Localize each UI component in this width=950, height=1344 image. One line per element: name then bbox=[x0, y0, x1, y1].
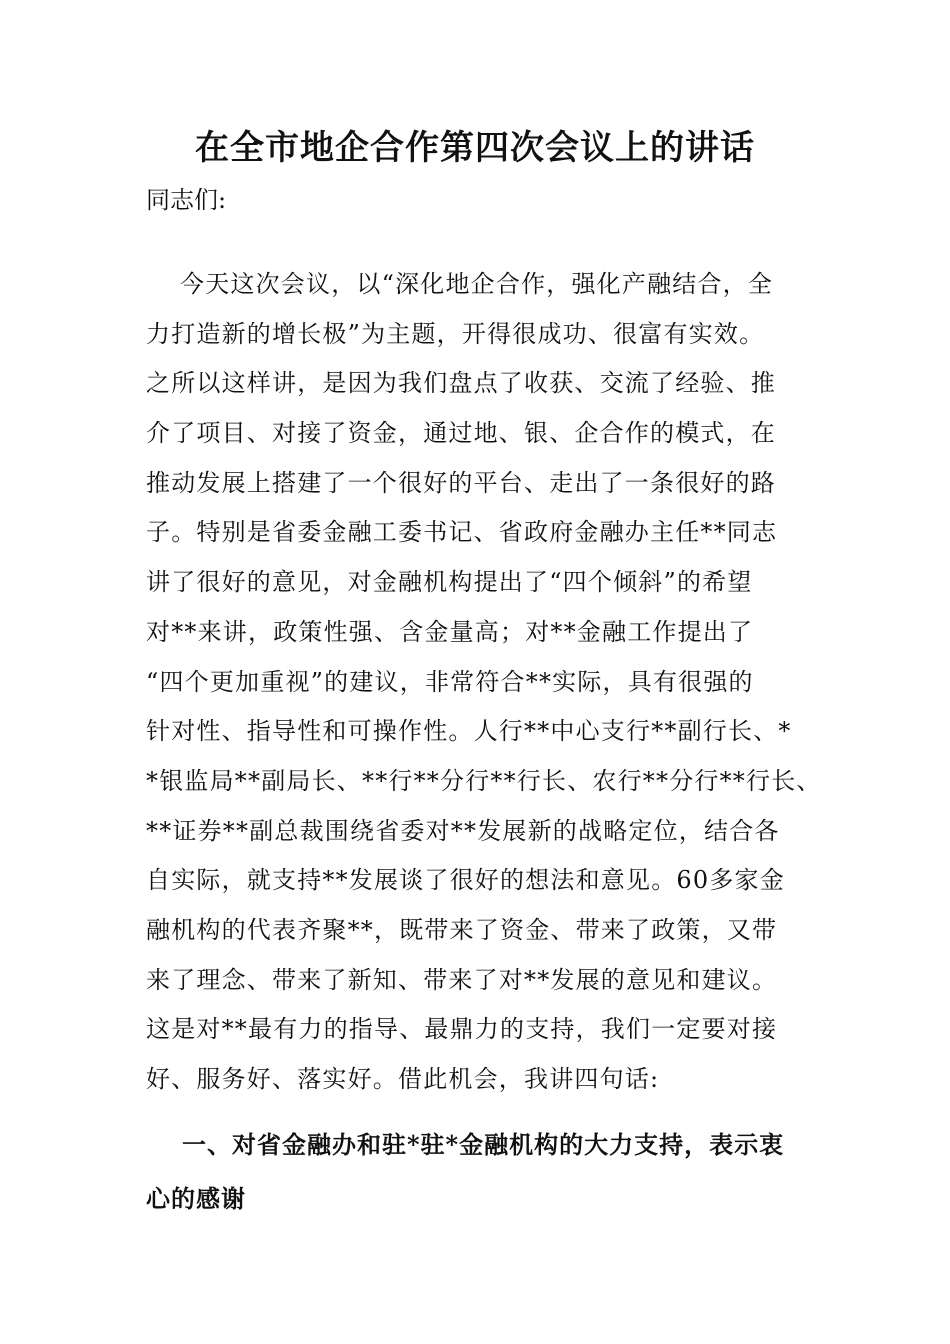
paragraph-line: 这是对**最有力的指导、最鼎力的支持，我们一定要对接 bbox=[146, 1015, 778, 1044]
paragraph-line: 今天这次会议，以“深化地企合作，强化产融结合，全 bbox=[180, 270, 774, 298]
paragraph-line: 来了理念、带来了新知、带来了对**发展的意见和建议。 bbox=[146, 965, 778, 994]
paragraph-line: 之所以这样讲，是因为我们盘点了收获、交流了经验、推 bbox=[146, 369, 776, 398]
document-title: 在全市地企合作第四次会议上的讲话 bbox=[195, 128, 755, 168]
paragraph-line: 推动发展上搭建了一个很好的平台、走出了一条很好的路 bbox=[146, 468, 776, 497]
paragraph-line: 讲了很好的意见，对金融机构提出了“四个倾斜”的希望 bbox=[146, 568, 753, 597]
paragraph-line: *银监局**副局长、**行**分行**行长、农行**分行**行长、 bbox=[146, 766, 822, 795]
body-paragraph bbox=[146, 260, 826, 1105]
paragraph-line: **证券**副总裁围绕省委对**发展新的战略定位，结合各 bbox=[146, 816, 780, 845]
section-heading-line: 一、对省金融办和驻*驻*金融机构的大力支持，表示衷 bbox=[182, 1130, 785, 1159]
paragraph-line: 自实际，就支持**发展谈了很好的想法和意见。60多家金 bbox=[146, 866, 785, 895]
paragraph-line: 介了项目、对接了资金，通过地、银、企合作的模式，在 bbox=[146, 419, 776, 448]
paragraph-line: 对**来讲，政策性强、含金量高；对**金融工作提出了 bbox=[146, 617, 754, 646]
section-heading-line: 心的感谢 bbox=[146, 1184, 246, 1213]
salutation: 同志们: bbox=[146, 186, 227, 214]
paragraph-line: 子。特别是省委金融工委书记、省政府金融办主任**同志 bbox=[146, 518, 778, 547]
section-heading bbox=[146, 1118, 826, 1226]
paragraph-line: 针对性、指导性和可操作性。人行**中心支行**副行长、* bbox=[146, 717, 792, 746]
paragraph-line: 好、服务好、落实好。借此机会，我讲四句话: bbox=[146, 1065, 660, 1093]
paragraph-line: 力打造新的增长极”为主题，开得很成功、很富有实效。 bbox=[146, 319, 765, 348]
paragraph-line: “四个更加重视”的建议，非常符合**实际，具有很强的 bbox=[146, 667, 754, 696]
paragraph-line: 融机构的代表齐聚**，既带来了资金、带来了政策，又带 bbox=[146, 915, 778, 944]
